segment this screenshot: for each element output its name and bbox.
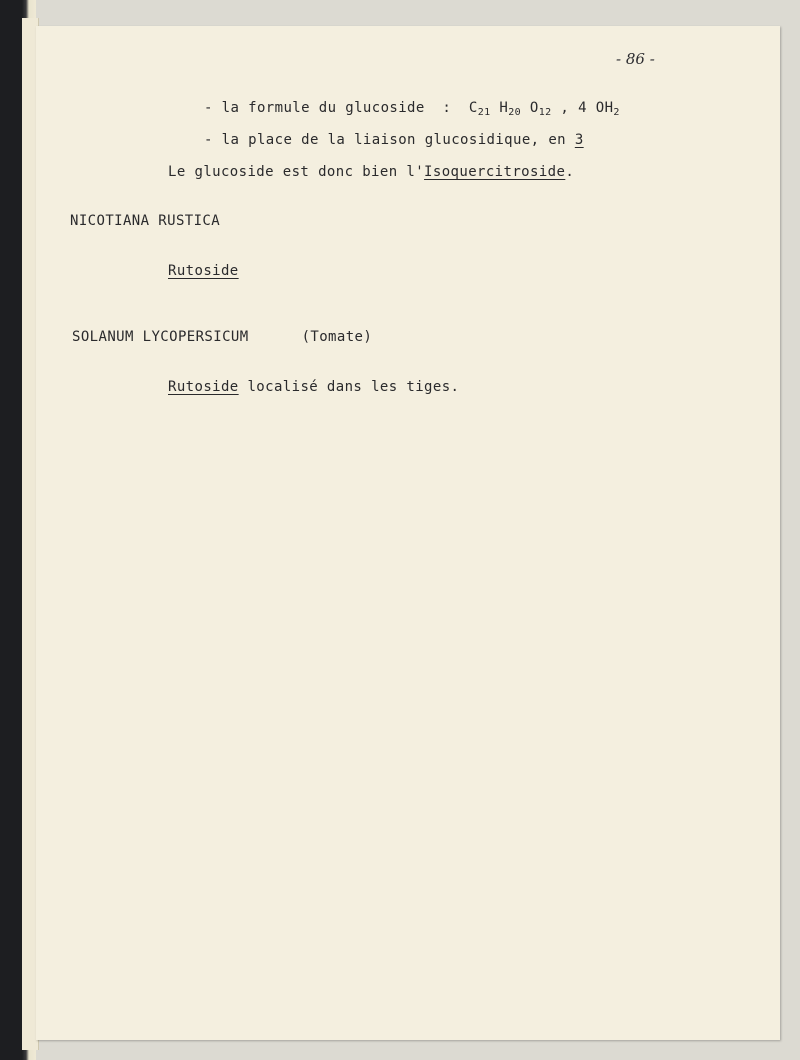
section-heading-solanum-text: SOLANUM LYCOPERSICUM xyxy=(72,329,249,345)
compound-detail-solanum: localisé dans les tiges. xyxy=(238,379,460,395)
section-heading-solanum xyxy=(72,329,372,345)
compound-nicotiana: Rutoside xyxy=(168,263,239,279)
formula-o: O xyxy=(521,100,539,116)
place-value: 3 xyxy=(574,132,584,148)
section-heading-nicotiana: NICOTIANA RUSTICA xyxy=(70,213,221,229)
formula-o-count: 12 xyxy=(538,107,552,118)
formula-c-count: 21 xyxy=(477,107,491,118)
formula-prefix: - la formule du glucoside : xyxy=(204,100,469,116)
place-prefix: - la place de la liaison glucosidique, en xyxy=(204,132,575,148)
compound-line-solanum xyxy=(168,379,459,395)
formula-h-count: 20 xyxy=(508,107,522,118)
formula-rest: , 4 OH xyxy=(551,100,614,116)
formula-line xyxy=(204,100,620,118)
conclusion-line xyxy=(168,164,574,180)
page-number: - 86 - xyxy=(616,50,655,68)
conclusion-name: Isoquercitroside xyxy=(424,164,566,180)
conclusion-prefix: Le glucoside est donc bien l' xyxy=(168,164,425,180)
document-page xyxy=(36,26,780,1040)
conclusion-end: . xyxy=(565,164,575,180)
section-note-solanum: (Tomate) xyxy=(301,329,373,345)
formula-rest-count: 2 xyxy=(613,107,620,118)
bond-position-line xyxy=(204,132,584,148)
compound-solanum: Rutoside xyxy=(168,379,239,395)
formula-c: C xyxy=(468,100,478,116)
formula-h: H xyxy=(490,100,509,116)
